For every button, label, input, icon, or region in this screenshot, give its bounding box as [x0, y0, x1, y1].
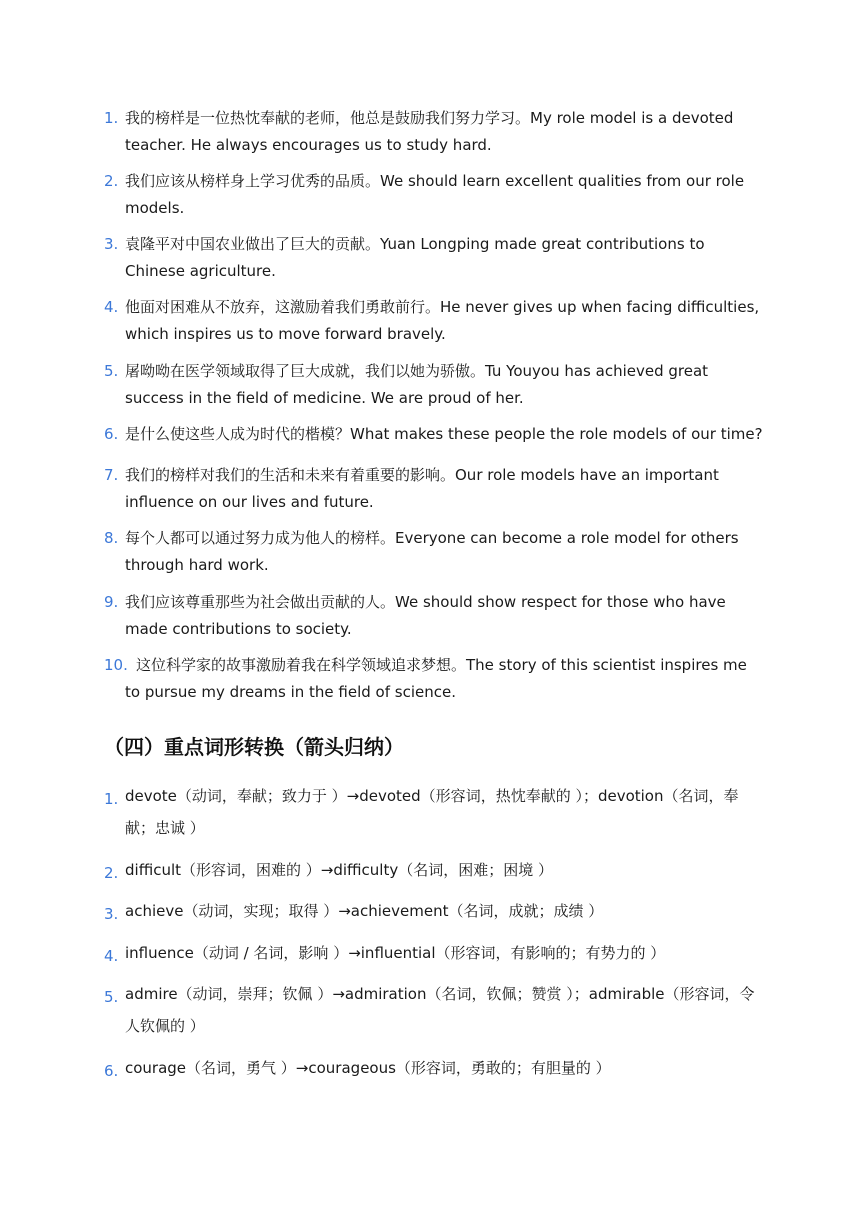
list-number: 9. [104, 593, 119, 611]
sentence-text: 袁隆平对中国农业做出了巨大的贡献。Yuan Longping made great contributions to Chinese agriculture. [125, 235, 705, 280]
list-item [104, 525, 760, 579]
word-form-text: achieve（动词，实现；取得 ）→achievement（名词，成就；成绩 ） [125, 902, 604, 920]
list-number: 8. [104, 529, 119, 547]
list-item [104, 168, 760, 222]
list-item [104, 358, 760, 412]
list-item [104, 589, 760, 643]
list-number: 6. [104, 425, 119, 443]
list-number: 2. [104, 864, 119, 882]
sentence-text: 我们的榜样对我们的生活和未来有着重要的影响。Our role models have an important influence on our lives and future. [125, 466, 719, 511]
sentence-text: 屠呦呦在医学领域取得了巨大成就，我们以她为骄傲。Tu Youyou has achieved great success in the field of medicine. We are proud of her. [125, 362, 709, 407]
sentence-text: 每个人都可以通过努力成为他人的榜样。Everyone can become a role model for others through hard work. [125, 529, 739, 574]
list-item [104, 937, 760, 969]
list-item [104, 978, 760, 1042]
word-form-text: admire（动词，崇拜；钦佩 ）→admiration（名词，钦佩；赞赏 ）；admirable（形容词，令人钦佩的 ） [125, 985, 755, 1035]
word-form-text: influence（动词 / 名词，影响 ）→influential（形容词，有影响的；有势力的 ） [125, 944, 666, 962]
list-number: 4. [104, 947, 119, 965]
list-number: 3. [104, 905, 119, 923]
list-item [104, 1052, 760, 1084]
list-number: 1. [104, 109, 119, 127]
list-number: 3. [104, 235, 119, 253]
word-form-text: difficult（形容词，困难的 ）→difficulty（名词，困难；困境 ） [125, 861, 553, 879]
list-number: 1. [104, 790, 119, 808]
list-item [104, 231, 760, 285]
list-item [104, 652, 760, 706]
list-item [104, 462, 760, 516]
list-number: 6. [104, 1062, 119, 1080]
sentence-text: 他面对困难从不放弃，这激励着我们勇敢前行。He never gives up when facing difficulties, which inspires us to move forward bravely. [125, 298, 760, 343]
list-number: 4. [104, 298, 119, 316]
sentence-text: 我们应该尊重那些为社会做出贡献的人。We should show respect for those who have made contributions to society. [125, 593, 726, 638]
list-number: 7. [104, 466, 119, 484]
list-number: 2. [104, 172, 119, 190]
list-number: 5. [104, 988, 119, 1006]
list-item [104, 780, 760, 844]
list-item [104, 294, 764, 348]
list-item [104, 895, 760, 927]
sentence-text: 我的榜样是一位热忱奉献的老师，他总是鼓励我们努力学习。My role model is a devoted teacher. He always encourages us to study hard. [125, 109, 734, 154]
list-item [104, 105, 760, 159]
sentence-text: 我们应该从榜样身上学习优秀的品质。We should learn excellent qualities from our role models. [125, 172, 745, 217]
word-form-text: courage（名词，勇气 ）→courageous（形容词，勇敢的；有胆量的 ） [125, 1059, 611, 1077]
list-number: 10. [104, 656, 128, 674]
list-number: 5. [104, 362, 119, 380]
list-item [104, 421, 764, 448]
word-form-text: devote（动词，奉献；致力于 ）→devoted（形容词，热忱奉献的 ）；devotion（名词，奉献；忠诚 ） [125, 787, 739, 837]
section-heading: （四）重点词形转换（箭头归纳） [104, 735, 404, 759]
sentence-text: 是什么使这些人成为时代的楷模？What makes these people the role models of our time? [125, 425, 763, 443]
list-item [104, 854, 760, 886]
sentence-text: 这位科学家的故事激励着我在科学领域追求梦想。The story of this scientist inspires me to pursue my dreams in the field of science. [125, 656, 747, 701]
